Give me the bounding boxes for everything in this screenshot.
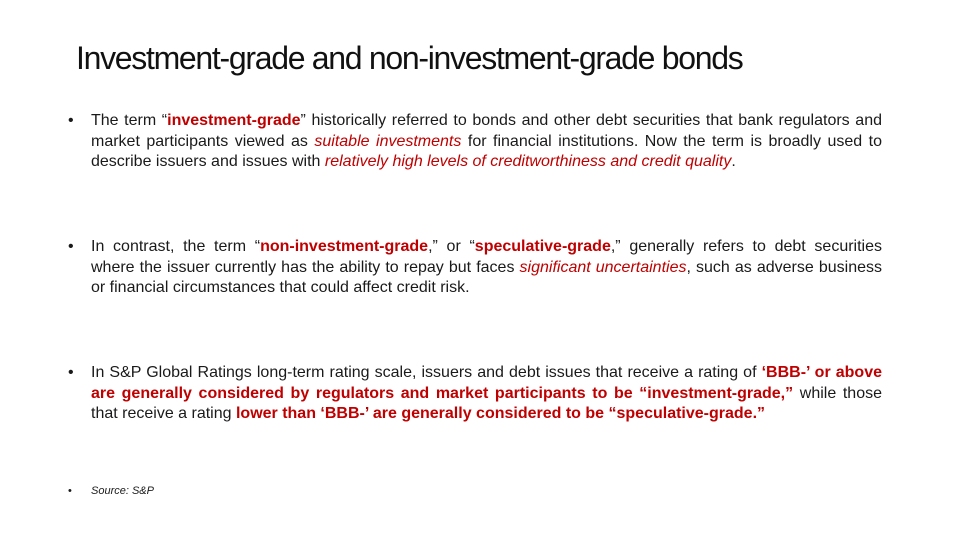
text-run: The term “ <box>91 112 168 129</box>
text-run: In contrast, the term “ <box>91 238 261 255</box>
highlight-phrase: relatively high levels of creditworthiness and credit quality <box>324 153 732 170</box>
highlight-phrase: lower than ‘BBB-’ are generally considered to be “speculative-grade.” <box>235 405 766 422</box>
text-run: while those that receive a rating <box>91 384 882 422</box>
text-run: In S&P Global Ratings long-term rating scale, issuers and debt issues that receive a rating of <box>91 364 762 381</box>
highlight-term: speculative-grade <box>474 238 611 255</box>
highlight-phrase: significant uncertainties <box>519 258 687 276</box>
bullet-icon: • <box>68 364 74 381</box>
bullet-icon: • <box>68 112 74 129</box>
bullet-source <box>68 483 882 499</box>
bullet-icon: • <box>68 238 74 255</box>
highlight-term: investment-grade <box>167 112 301 129</box>
bullet-investment-grade <box>68 111 882 173</box>
text-run: . <box>731 153 736 170</box>
text-run: ,” or “ <box>428 238 475 255</box>
source-note: Source: S&P <box>91 485 154 497</box>
highlight-term: non-investment-grade <box>260 238 429 255</box>
bullet-non-investment-grade <box>68 237 882 299</box>
text-run: for financial institutions. Now the term is broadly used to describe issuers and issues with <box>91 132 883 170</box>
highlight-phrase: ‘BBB-’ or above are generally considered by regulators and market participants to be “investment-grade,” <box>91 364 882 402</box>
slide-title: Investment-grade and non-investment-grade bonds <box>76 40 743 76</box>
bullet-text <box>91 363 882 425</box>
text-run: ” historically referred to bonds and other debt securities that bank regulators and market participants viewed as <box>91 112 882 150</box>
bullet-text <box>91 237 882 299</box>
bullet-text <box>91 111 882 173</box>
bullet-icon: • <box>68 485 72 497</box>
text-run: ,” generally refers to debt securities where the issuer currently has the ability to repay but faces <box>91 238 882 276</box>
bullet-sp-rating-scale <box>68 363 882 425</box>
text-run: , such as adverse business or financial circumstances that could affect credit risk. <box>91 258 883 296</box>
highlight-phrase: suitable investments <box>314 132 462 150</box>
